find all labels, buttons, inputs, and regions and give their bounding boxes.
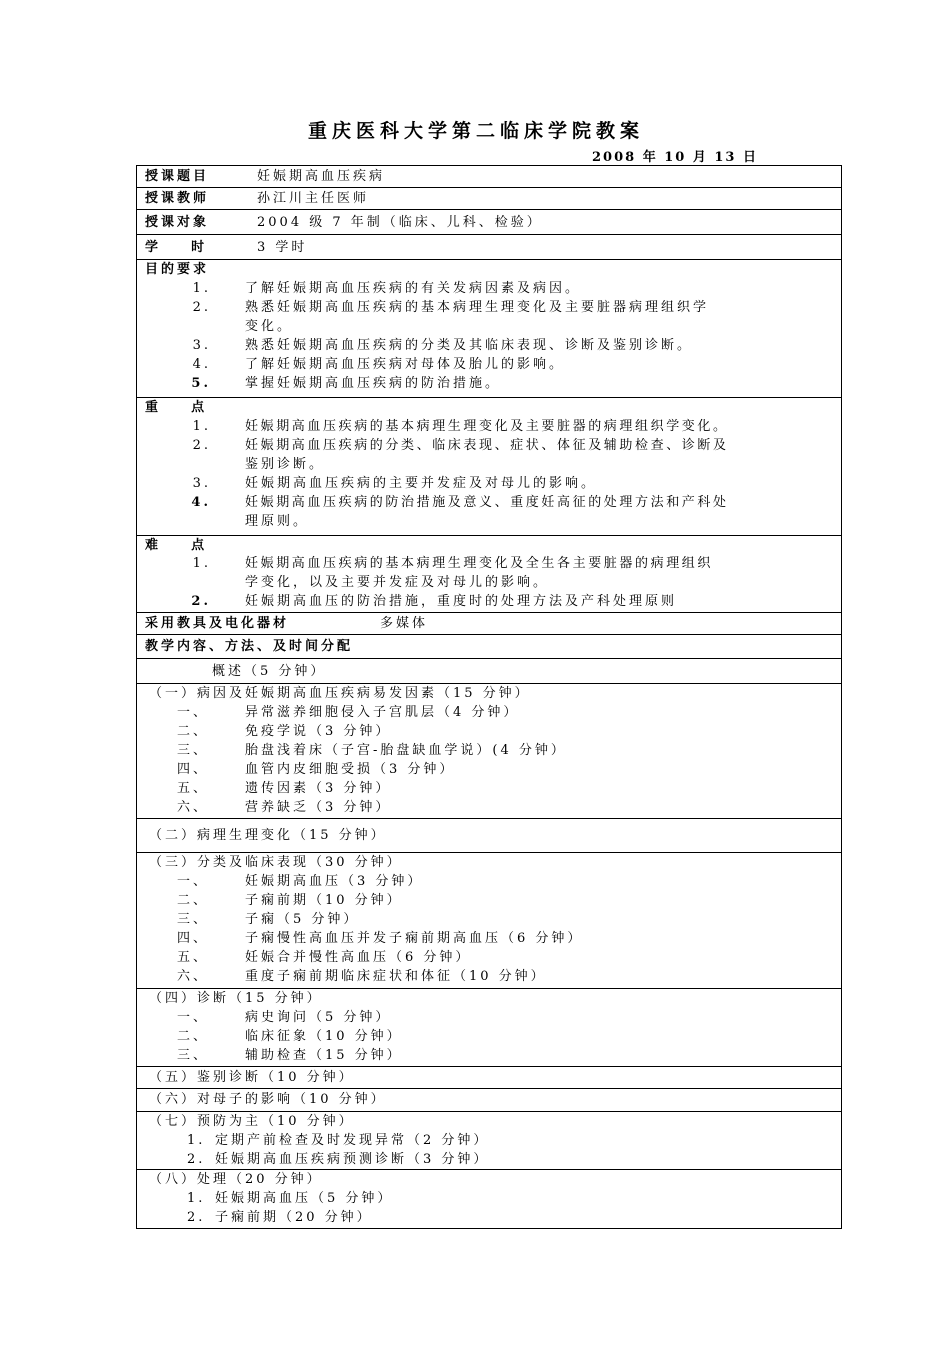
section-item-text: 妊娠期高血压（5 分钟）: [215, 1191, 394, 1206]
equipment-value: 多媒体: [380, 616, 429, 631]
info-label: 授课对象: [145, 215, 210, 230]
section-item-index: 1.: [187, 1191, 206, 1206]
section-item-text: 免疫学说（3 分钟）: [245, 724, 392, 739]
section-item-text: 辅助检查（15 分钟）: [245, 1048, 403, 1063]
info-row: [137, 210, 841, 235]
section-item-index: 一、: [177, 874, 210, 889]
section-item-index: 五、: [177, 781, 210, 796]
section-item-index: 二、: [177, 1029, 210, 1044]
section-title: （三）分类及临床表现（30 分钟）: [149, 855, 403, 870]
section-item-index: 一、: [177, 1010, 210, 1025]
section-item-text: 定期产前检查及时发现异常（2 分钟）: [215, 1133, 490, 1148]
section-item-text: 妊娠期高血压疾病预测诊断（3 分钟）: [215, 1152, 490, 1167]
section-item-text: 子痫前期（20 分钟）: [215, 1210, 373, 1225]
section-item-index: 1.: [187, 1133, 206, 1148]
key-points-cell: [137, 398, 841, 536]
item-number: 3.: [192, 338, 211, 353]
section-title: （二）病理生理变化（15 分钟）: [149, 828, 387, 843]
item-number: 2.: [192, 300, 211, 315]
section-title: （七）预防为主（10 分钟）: [149, 1114, 355, 1129]
section-item-index: 六、: [177, 969, 210, 984]
section-block: [137, 1067, 841, 1089]
item-number: 1.: [192, 556, 211, 571]
item-number: 5.: [191, 376, 211, 391]
section-item-index: 一、: [177, 705, 210, 720]
difficulty-text: 妊娠期高血压的防治措施，重度时的处理方法及产科处理原则: [245, 594, 678, 609]
info-value: 3 学时: [257, 240, 308, 255]
section-block: [137, 1170, 841, 1229]
section-item-text: 血管内皮细胞受损（3 分钟）: [245, 762, 456, 777]
section-block: [137, 819, 841, 853]
section-item-index: 二、: [177, 893, 210, 908]
section-item-text: 子痫慢性高血压并发子痫前期高血压（6 分钟）: [245, 931, 584, 946]
section-block: [137, 684, 841, 819]
objective-text: 熟悉妊娠期高血压疾病的分类及其临床表现、诊断及鉴别诊断。: [245, 338, 694, 353]
section-title: （五）鉴别诊断（10 分钟）: [149, 1070, 355, 1085]
key-point-text: 妊娠期高血压疾病的防治措施及意义、重度妊高征的处理方法和产科处: [245, 495, 729, 510]
objective-text: 了解妊娠期高血压疾病的有关发病因素及病因。: [245, 281, 582, 296]
item-number: 2.: [192, 438, 211, 453]
info-row: [137, 166, 841, 188]
info-value: 孙江川主任医师: [257, 191, 370, 206]
content-header: 教学内容、方法、及时间分配: [145, 639, 354, 654]
key-points-label: 重 点: [145, 400, 208, 415]
info-row: [137, 235, 841, 260]
section-item-index: 二、: [177, 724, 210, 739]
info-value: 妊娠期高血压疾病: [257, 169, 386, 184]
difficulty-text: 学变化，以及主要并发症及对母儿的影响。: [245, 575, 550, 590]
section-item-text: 异常滋养细胞侵入子宫肌层（4 分钟）: [245, 705, 520, 720]
overview-text: 概述（5 分钟）: [212, 664, 327, 679]
section-item-text: 临床征象（10 分钟）: [245, 1029, 403, 1044]
document-date: 2008 年 10 月 13 日: [592, 150, 758, 165]
overview-row: [137, 659, 841, 684]
objective-text: 了解妊娠期高血压疾病对母体及胎儿的影响。: [245, 357, 566, 372]
equipment-label: 采用教具及电化器材: [145, 616, 290, 631]
objectives-label: 目的要求: [145, 262, 210, 277]
info-label: 授课题目: [145, 169, 210, 184]
objectives-cell: [137, 260, 841, 398]
section-item-index: 三、: [177, 743, 210, 758]
section-title: （一）病因及妊娠期高血压疾病易发因素（15 分钟）: [149, 686, 531, 701]
section-item-text: 子痫前期（10 分钟）: [245, 893, 403, 908]
item-number: 1.: [192, 281, 211, 296]
equipment-row: [137, 613, 841, 635]
key-point-text: 妊娠期高血压疾病的主要并发症及对母儿的影响。: [245, 476, 598, 491]
objective-text: 变化。: [245, 319, 294, 334]
info-label: 学 时: [145, 240, 208, 255]
item-number: 1.: [192, 419, 211, 434]
objective-text: 熟悉妊娠期高血压疾病的基本病理生理变化及主要脏器病理组织学: [245, 300, 710, 315]
section-item-text: 妊娠期高血压（3 分钟）: [245, 874, 424, 889]
document-title: 重庆医科大学第二临床学院教案: [307, 120, 644, 142]
section-item-index: 四、: [177, 931, 210, 946]
section-item-text: 胎盘浅着床（子宫-胎盘缺血学说）(4 分钟）: [245, 743, 567, 758]
item-number: 3.: [192, 476, 211, 491]
section-title: （六）对母子的影响（10 分钟）: [149, 1092, 387, 1107]
difficulties-label: 难 点: [145, 538, 208, 553]
key-point-text: 理原则。: [245, 514, 310, 529]
section-block: [137, 1089, 841, 1112]
section-item-text: 妊娠合并慢性高血压（6 分钟）: [245, 950, 472, 965]
difficulty-text: 妊娠期高血压疾病的基本病理生理变化及全生各主要脏器的病理组织: [245, 556, 714, 571]
section-item-text: 病史询问（5 分钟）: [245, 1010, 392, 1025]
section-block: [137, 989, 841, 1067]
section-item-index: 三、: [177, 912, 210, 927]
section-item-index: 四、: [177, 762, 210, 777]
section-item-index: 五、: [177, 950, 210, 965]
content-header-row: [137, 635, 841, 659]
section-item-text: 重度子痫前期临床症状和体征（10 分钟）: [245, 969, 547, 984]
section-item-text: 营养缺乏（3 分钟）: [245, 800, 392, 815]
info-value: 2004 级 7 年制（临床、儿科、检验）: [257, 215, 543, 230]
section-title: （八）处理（20 分钟）: [149, 1172, 323, 1187]
section-block: [137, 1112, 841, 1170]
section-item-index: 2.: [187, 1210, 206, 1225]
key-point-text: 妊娠期高血压疾病的基本病理生理变化及主要脏器的病理组织学变化。: [245, 419, 729, 434]
info-row: [137, 188, 841, 210]
section-item-index: 2.: [187, 1152, 206, 1167]
section-title: （四）诊断（15 分钟）: [149, 991, 323, 1006]
key-point-text: 鉴别诊断。: [245, 457, 326, 472]
item-number: 4.: [191, 495, 211, 510]
key-point-text: 妊娠期高血压疾病的分类、临床表现、症状、体征及辅助检查、诊断及: [245, 438, 729, 453]
section-item-index: 六、: [177, 800, 210, 815]
item-number: 2.: [191, 594, 211, 609]
lesson-plan-table: [136, 165, 842, 1229]
section-block: [137, 853, 841, 989]
section-item-text: 遗传因素（3 分钟）: [245, 781, 392, 796]
objective-text: 掌握妊娠期高血压疾病的防治措施。: [245, 376, 502, 391]
difficulties-cell: [137, 536, 841, 613]
item-number: 4.: [192, 357, 211, 372]
section-item-index: 三、: [177, 1048, 210, 1063]
section-item-text: 子痫（5 分钟）: [245, 912, 360, 927]
info-label: 授课教师: [145, 191, 210, 206]
